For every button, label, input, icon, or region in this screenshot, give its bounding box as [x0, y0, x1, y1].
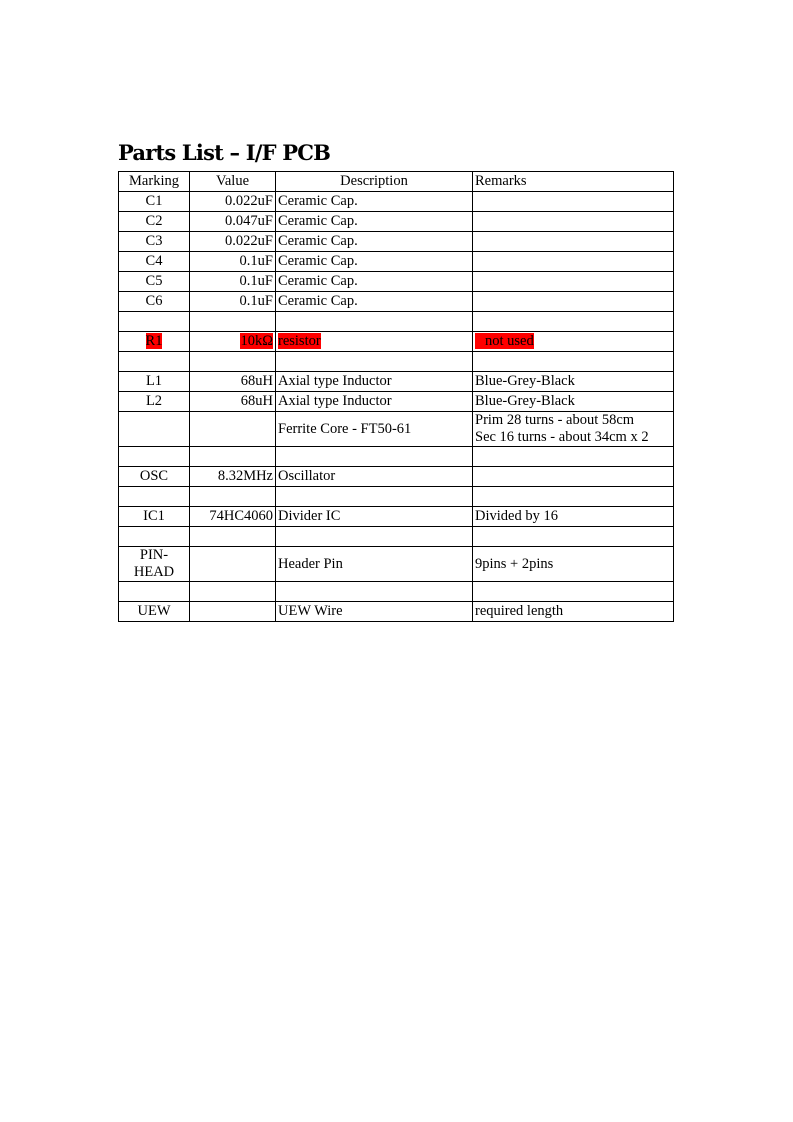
- table-row: [119, 467, 674, 487]
- table-row-empty: [119, 352, 674, 372]
- cell-value: [190, 352, 276, 372]
- remarks-line: Sec 16 turns - about 34cm x 2: [475, 429, 649, 445]
- table-row: [119, 272, 674, 292]
- cell-marking: C6: [119, 292, 190, 312]
- cell-remarks: Blue-Grey-Black: [473, 392, 674, 412]
- cell-description: Ceramic Cap.: [276, 232, 473, 252]
- cell-remarks: 9pins + 2pins: [473, 547, 674, 582]
- cell-description: Header Pin: [276, 547, 473, 582]
- cell-marking: [119, 332, 190, 352]
- parts-table: [118, 171, 674, 622]
- cell-description: [276, 487, 473, 507]
- cell-marking: L2: [119, 392, 190, 412]
- cell-remarks: [473, 232, 674, 252]
- cell-value: 0.1uF: [190, 292, 276, 312]
- cell-description: [276, 447, 473, 467]
- cell-marking: [119, 487, 190, 507]
- table-row: [119, 292, 674, 312]
- table-row-empty: [119, 487, 674, 507]
- cell-marking: C1: [119, 192, 190, 212]
- cell-marking: [119, 582, 190, 602]
- table-row: [119, 192, 674, 212]
- header-value: Value: [190, 172, 276, 192]
- highlight-value: 10kΩ: [240, 333, 273, 349]
- cell-description: Axial type Inductor: [276, 392, 473, 412]
- cell-marking: C4: [119, 252, 190, 272]
- cell-value: [190, 447, 276, 467]
- marking-line: HEAD: [133, 564, 175, 580]
- cell-marking: C2: [119, 212, 190, 232]
- cell-description: Ceramic Cap.: [276, 192, 473, 212]
- cell-remarks: [473, 192, 674, 212]
- table-row: [119, 507, 674, 527]
- cell-marking: OSC: [119, 467, 190, 487]
- cell-description: Ceramic Cap.: [276, 272, 473, 292]
- cell-remarks: [473, 487, 674, 507]
- cell-value: 0.022uF: [190, 192, 276, 212]
- cell-remarks: Divided by 16: [473, 507, 674, 527]
- cell-value: 0.1uF: [190, 252, 276, 272]
- cell-remarks: required length: [473, 602, 674, 622]
- cell-marking: [119, 547, 190, 582]
- table-row-empty: [119, 527, 674, 547]
- cell-description: [276, 332, 473, 352]
- cell-description: [276, 527, 473, 547]
- cell-marking: L1: [119, 372, 190, 392]
- highlight-description: resistor: [278, 333, 321, 349]
- cell-description: [276, 582, 473, 602]
- cell-description: Oscillator: [276, 467, 473, 487]
- table-header-row: [119, 172, 674, 192]
- cell-remarks: [473, 582, 674, 602]
- table-row: [119, 392, 674, 412]
- table-row: [119, 412, 674, 447]
- cell-value: [190, 312, 276, 332]
- cell-description: [276, 352, 473, 372]
- cell-remarks: [473, 292, 674, 312]
- cell-value: [190, 412, 276, 447]
- cell-remarks: [473, 312, 674, 332]
- cell-value: [190, 527, 276, 547]
- table-row: [119, 232, 674, 252]
- page-title: Parts List – I/F PCB: [118, 140, 331, 165]
- table-row: [119, 547, 674, 582]
- cell-value: [190, 547, 276, 582]
- cell-description: [276, 312, 473, 332]
- cell-description: UEW Wire: [276, 602, 473, 622]
- cell-value: [190, 487, 276, 507]
- cell-remarks: [473, 252, 674, 272]
- highlight-marking: R1: [145, 333, 163, 349]
- header-description: Description: [276, 172, 473, 192]
- cell-marking: [119, 412, 190, 447]
- table-row: [119, 372, 674, 392]
- header-remarks: Remarks: [473, 172, 674, 192]
- cell-value: [190, 602, 276, 622]
- cell-marking: [119, 527, 190, 547]
- cell-marking: UEW: [119, 602, 190, 622]
- table-row-highlighted: [119, 332, 674, 352]
- cell-remarks: [473, 272, 674, 292]
- cell-remarks: [473, 527, 674, 547]
- cell-remarks: [473, 212, 674, 232]
- cell-description: Divider IC: [276, 507, 473, 527]
- cell-description: Ceramic Cap.: [276, 252, 473, 272]
- table-row-empty: [119, 447, 674, 467]
- cell-value: 74HC4060: [190, 507, 276, 527]
- cell-remarks: [473, 412, 674, 447]
- cell-value: 8.32MHz: [190, 467, 276, 487]
- cell-marking: [119, 352, 190, 372]
- cell-value: [190, 332, 276, 352]
- table-row: [119, 212, 674, 232]
- highlight-remarks: not used: [475, 333, 534, 349]
- cell-value: 68uH: [190, 392, 276, 412]
- cell-remarks: [473, 332, 674, 352]
- cell-marking: C3: [119, 232, 190, 252]
- cell-remarks: [473, 447, 674, 467]
- cell-remarks: Blue-Grey-Black: [473, 372, 674, 392]
- cell-marking: IC1: [119, 507, 190, 527]
- cell-value: 0.022uF: [190, 232, 276, 252]
- cell-remarks: [473, 467, 674, 487]
- cell-description: Ceramic Cap.: [276, 292, 473, 312]
- table-row-empty: [119, 582, 674, 602]
- cell-value: [190, 582, 276, 602]
- cell-value: 0.1uF: [190, 272, 276, 292]
- cell-description: Ferrite Core - FT50-61: [276, 412, 473, 447]
- cell-description: Axial type Inductor: [276, 372, 473, 392]
- marking-line: PIN-: [139, 547, 169, 563]
- table-row: [119, 252, 674, 272]
- cell-value: 68uH: [190, 372, 276, 392]
- table-row: [119, 602, 674, 622]
- cell-marking: C5: [119, 272, 190, 292]
- cell-remarks: [473, 352, 674, 372]
- cell-value: 0.047uF: [190, 212, 276, 232]
- table-row-empty: [119, 312, 674, 332]
- cell-marking: [119, 447, 190, 467]
- header-marking: Marking: [119, 172, 190, 192]
- cell-marking: [119, 312, 190, 332]
- cell-description: Ceramic Cap.: [276, 212, 473, 232]
- remarks-line: Prim 28 turns - about 58cm: [475, 412, 635, 428]
